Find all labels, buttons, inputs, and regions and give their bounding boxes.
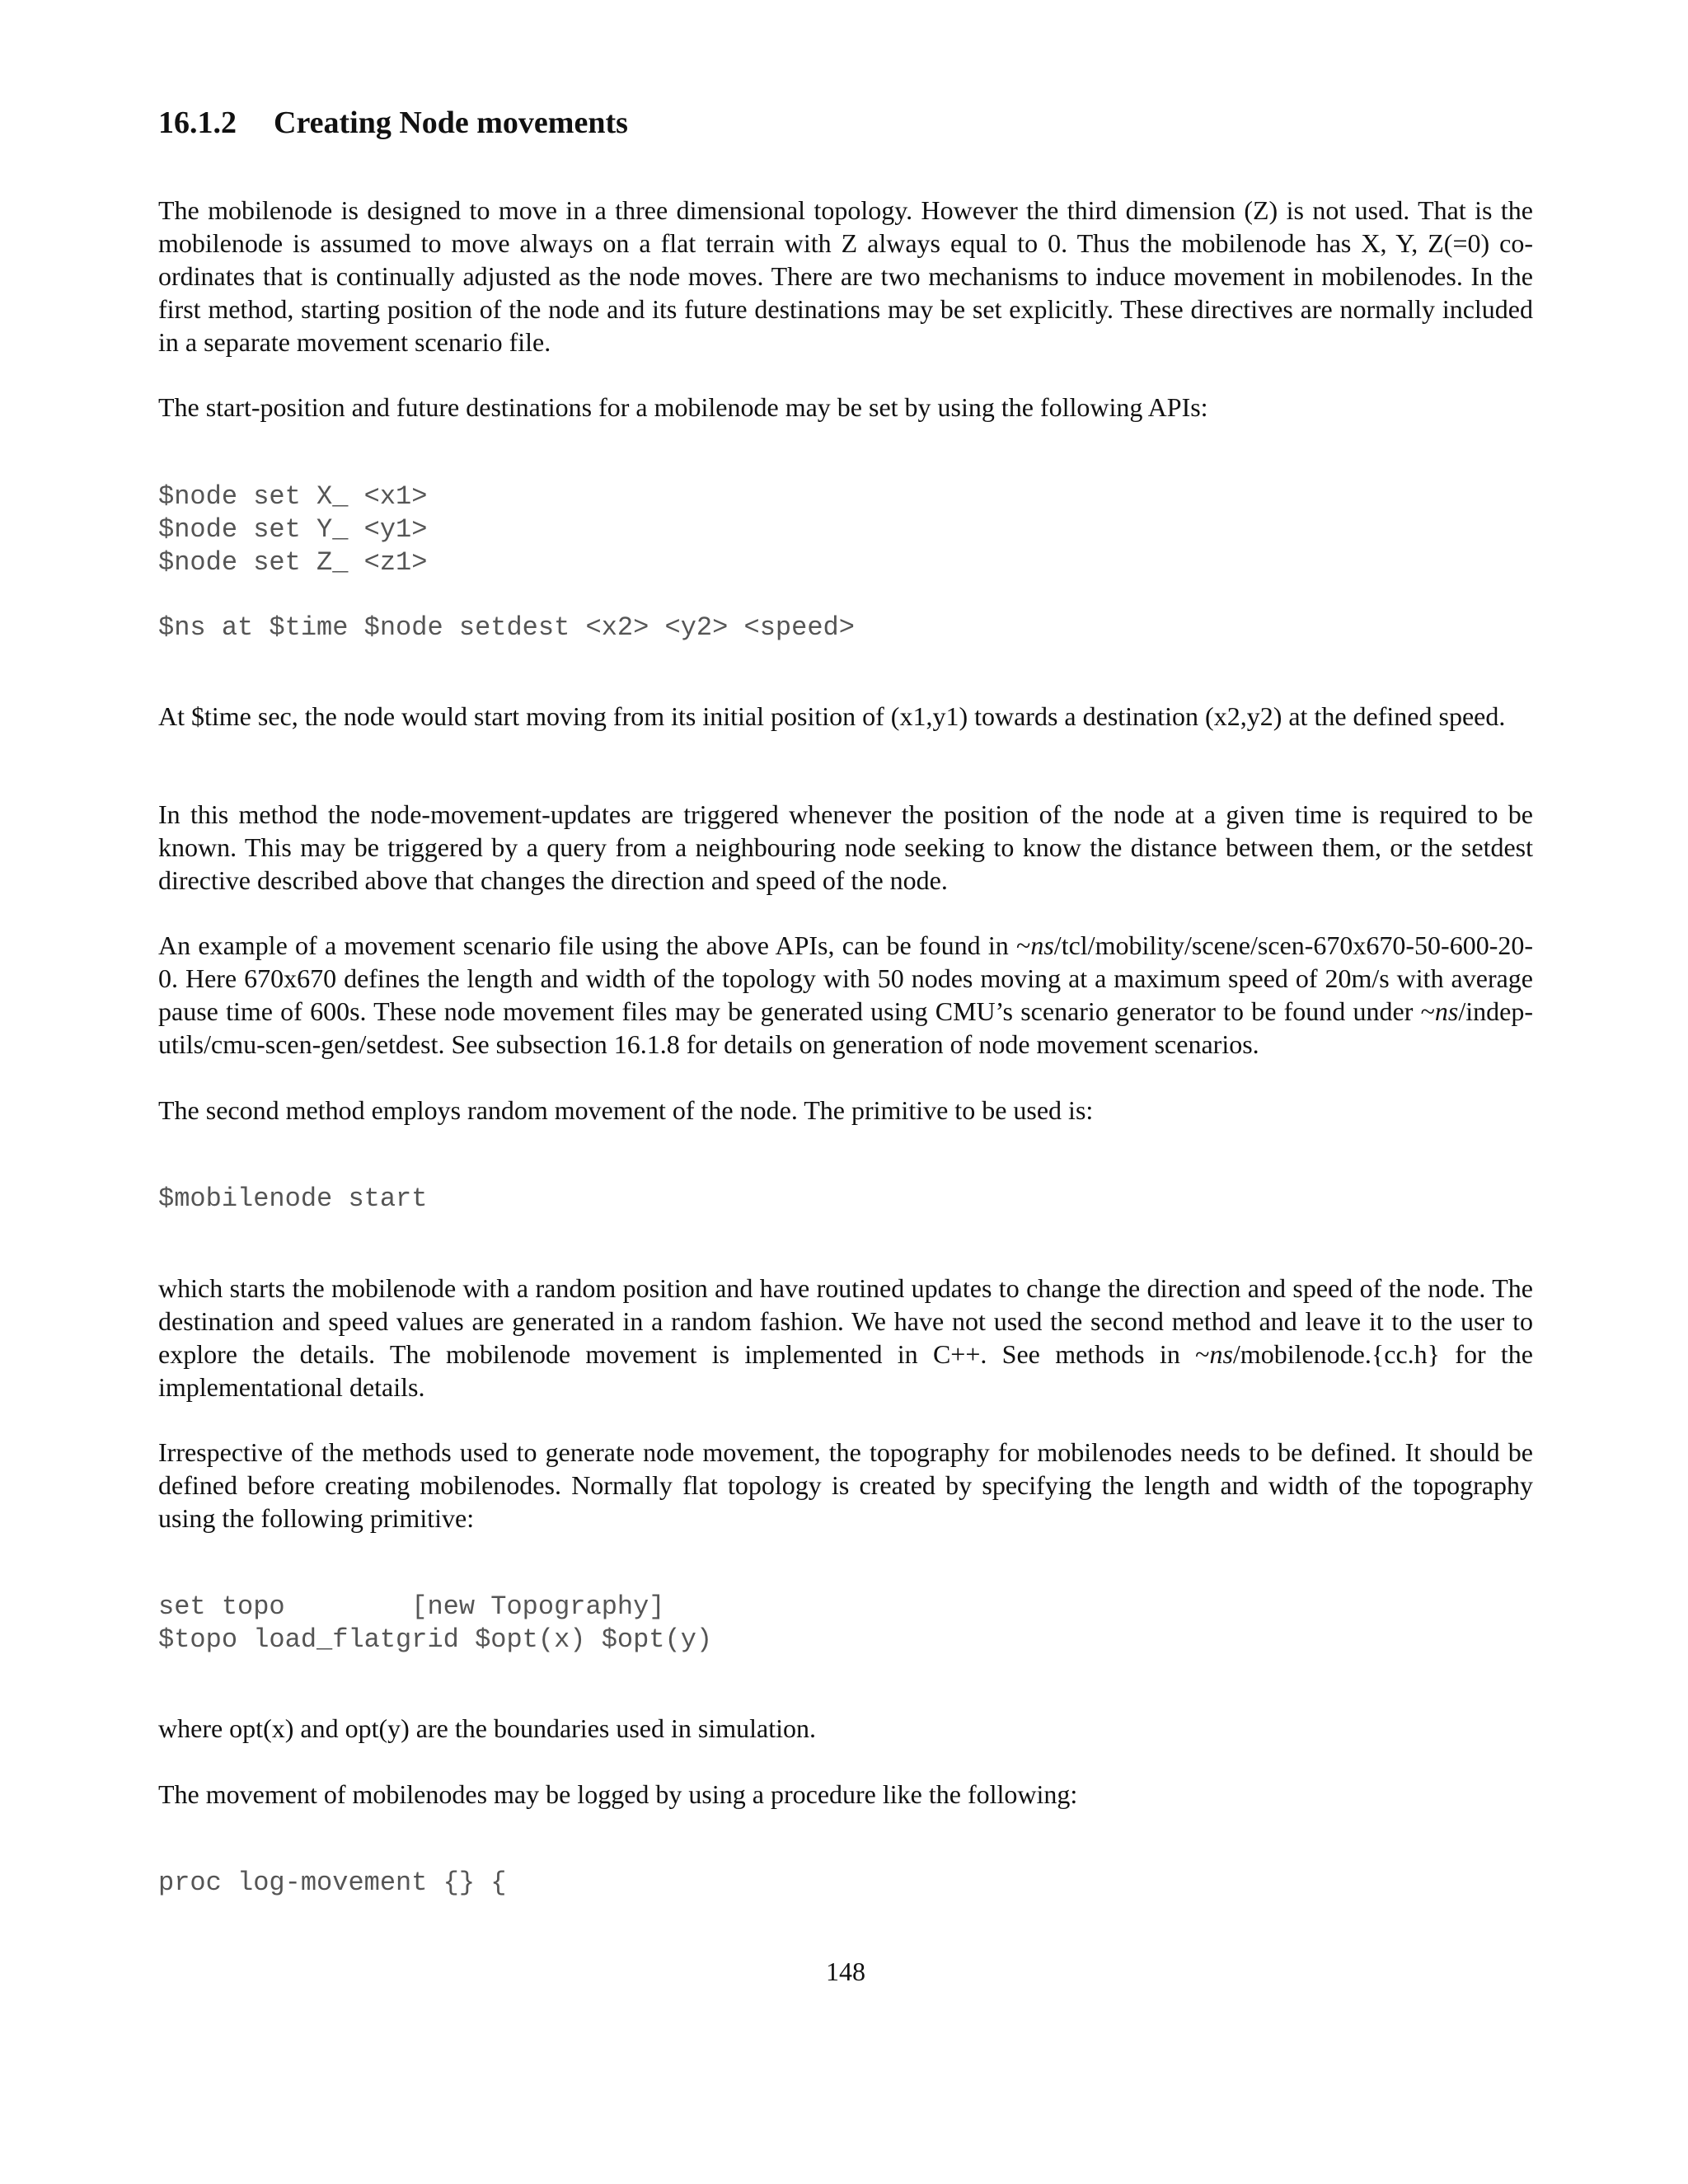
section-title: Creating Node movements xyxy=(274,105,628,140)
code-line: set topo [new Topography] xyxy=(158,1591,665,1622)
text-fragment: which starts the mobilenode with a random position and have routined updates to change the direction and speed of the node. The destination and speed values are generated in a random fashion. We have not used the second method and leave it to the user to explore the details. The mobilenode movement is implemented in C++. See methods in ~ xyxy=(158,1273,1533,1369)
paragraph-apis: The start-position and future destinations for a mobilenode may be set by using the following APIs: xyxy=(158,392,1208,422)
code-line: $node set X_ <x1> xyxy=(158,481,428,512)
code-line: $node set Z_ <z1> xyxy=(158,547,428,578)
ns-italic: ns xyxy=(1030,930,1054,960)
code-line: $ns at $time $node setdest <x2> <y2> <speed> xyxy=(158,612,855,643)
ns-italic: ns xyxy=(1209,1339,1233,1369)
section-heading xyxy=(158,104,628,142)
paragraph-time: At $time sec, the node would start moving from its initial position of (x1,y1) towards a destination (x2,y2) at the defined speed. xyxy=(158,701,1506,731)
text-fragment: /indep-utils/cmu-scen-gen/setdest. See subsection 16.1.8 for details on generation of node movement scenarios. xyxy=(158,996,1533,1059)
text-fragment: /mobilenode.{cc.h} for the implementational details. xyxy=(158,1339,1534,1402)
paragraph-logging: The movement of mobilenodes may be logged by using a procedure like the following: xyxy=(158,1779,1078,1809)
code-line: $node set Y_ <y1> xyxy=(158,514,428,545)
paragraph-random: The second method employs random movement of the node. The primitive to be used is: xyxy=(158,1095,1094,1125)
text-fragment: An example of a movement scenario file using the above APIs, can be found in ~ xyxy=(158,930,1031,960)
page-number: 148 xyxy=(826,1957,865,1986)
paragraph-example xyxy=(158,929,1533,1061)
paragraph-topography: Irrespective of the methods used to generate node movement, the topography for mobilenodes needs to be defined. It should be defined before creating mobilenodes. Normally flat topology is created by specifying the length and width of the topography using the following primitive: xyxy=(158,1437,1533,1533)
code-line: $mobilenode start xyxy=(158,1183,428,1214)
code-line: proc log-movement {} { xyxy=(158,1868,507,1898)
text-fragment: /tcl/mobility/scene/scen-670x670-50-600-20-0. Here 670x670 defines the length and width of the topology with 50 nodes moving at a maximum speed of 20m/s with average pause time of 600s. These node movement files may be generated using CMU’s scenario generator to be found under ~ xyxy=(158,930,1533,1026)
paragraph-boundaries: where opt(x) and opt(y) are the boundaries used in simulation. xyxy=(158,1713,816,1743)
paragraph-updates: In this method the node-movement-updates are triggered whenever the position of the node at a given time is required to be known. This may be triggered by a query from a neighbouring node seeking to know the distance between them, or the setdest directive described above that changes the direction and speed of the node. xyxy=(158,799,1533,895)
ns-italic: ns xyxy=(1434,996,1459,1026)
paragraph-random-detail xyxy=(158,1272,1533,1404)
section-number: 16.1.2 xyxy=(158,105,237,140)
paragraph-intro: The mobilenode is designed to move in a three dimensional topology. However the third dimension (Z) is not used. That is the mobilenode is assumed to move always on a flat terrain with Z always equal to 0. Thus the mobilenode has X, Y, Z(=0) co-ordinates that is continually adjusted as the node moves. There are two mechanisms to induce movement in mobilenodes. In the first method, starting position of the node and its future destinations may be set explicitly. These directives are normally included in a separate movement scenario file. xyxy=(158,195,1533,357)
code-line: $topo load_flatgrid $opt(x) $opt(y) xyxy=(158,1624,713,1655)
